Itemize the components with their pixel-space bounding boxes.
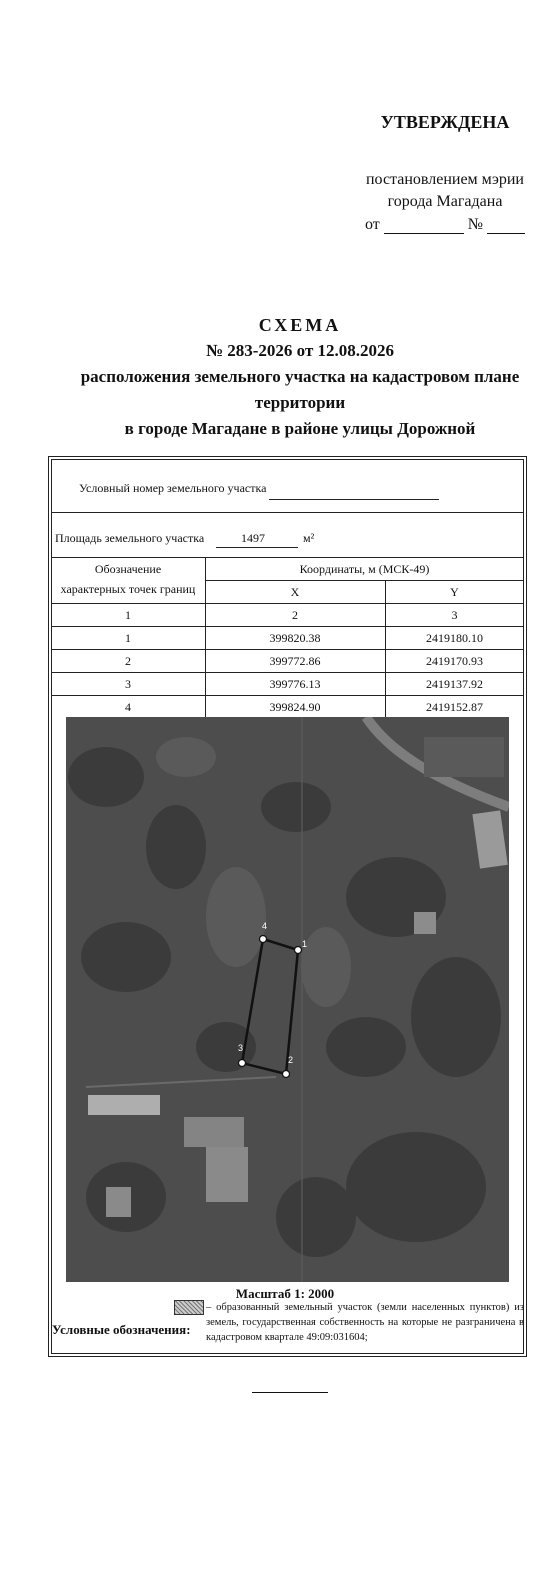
coords-header: Координаты, м (МСК-49) xyxy=(299,562,430,576)
x-coordinate: 399776.13 xyxy=(269,677,321,691)
point-id: 4 xyxy=(125,700,131,714)
from-label: от xyxy=(364,216,380,233)
aerial-photo xyxy=(66,717,509,1282)
aerial-map xyxy=(66,717,509,1282)
signature-line xyxy=(252,1392,328,1393)
y-coordinate: 2419152.87 xyxy=(426,700,483,714)
point-id: 2 xyxy=(125,654,131,668)
table-divider xyxy=(51,695,524,696)
column-number: 1 xyxy=(125,608,131,622)
date-blank xyxy=(384,215,464,234)
scheme-title: СХЕМА xyxy=(258,315,342,335)
number-blank xyxy=(487,215,525,234)
legend-swatch xyxy=(174,1300,204,1315)
coordinates-table xyxy=(51,459,524,719)
point-label: 3 xyxy=(238,1043,244,1053)
point-header-line-2: характерных точек границ xyxy=(60,582,196,596)
x-coordinate: 399820.38 xyxy=(269,631,321,645)
map-scale: Масштаб 1: 2000 xyxy=(235,1286,335,1301)
heading-line-1: расположения земельного участка на кадастровом плане территории xyxy=(80,367,520,412)
boundary-point xyxy=(283,1071,290,1078)
boundary-point xyxy=(295,947,302,954)
conditional-number-label: Условный номер земельного участка xyxy=(79,481,267,495)
point-id: 3 xyxy=(125,677,131,691)
table-divider xyxy=(51,672,524,673)
x-coordinate: 399772.86 xyxy=(269,654,321,668)
heading-line-2: в городе Магадане в районе улицы Дорожной xyxy=(124,419,476,438)
point-header-line-1: Обозначение xyxy=(94,562,162,576)
approval-block xyxy=(350,112,540,234)
table-divider xyxy=(51,649,524,650)
approval-line-2: города Магадана xyxy=(387,193,503,210)
boundary-point xyxy=(239,1060,246,1067)
point-label: 1 xyxy=(302,939,308,949)
approval-title: УТВЕРЖДЕНА xyxy=(380,112,510,132)
approval-date-number-row xyxy=(350,215,540,234)
document-heading xyxy=(60,312,540,442)
area-value: 1497 xyxy=(241,531,265,545)
legend-title: Условные обозначения: xyxy=(52,1322,191,1337)
y-coordinate: 2419170.93 xyxy=(426,654,483,668)
y-coordinate: 2419180.10 xyxy=(426,631,483,645)
scheme-number: № 283-2026 от 12.08.2026 xyxy=(205,341,395,360)
y-header: Y xyxy=(450,585,459,599)
area-underline xyxy=(216,547,298,548)
area-unit: м² xyxy=(303,531,315,545)
conditional-number-blank xyxy=(269,499,439,500)
y-coordinate: 2419137.92 xyxy=(426,677,483,691)
x-coordinate: 399824.90 xyxy=(269,700,321,714)
approval-line-1: постановлением мэрии xyxy=(365,171,524,188)
boundary-point xyxy=(260,936,267,943)
x-header: X xyxy=(290,585,300,599)
table-divider xyxy=(51,603,524,604)
point-label: 4 xyxy=(262,921,268,931)
point-id: 1 xyxy=(125,631,131,645)
table-divider xyxy=(51,512,524,513)
number-label: № xyxy=(467,216,484,233)
area-label: Площадь земельного участка xyxy=(55,531,205,545)
legend-description: – образованный земельный участок (земли населенных пунктов) из земель, государственная собственность на которые не разграничена в кадастровом квартале 49:09:031604; xyxy=(206,1302,524,1343)
point-label: 2 xyxy=(288,1055,294,1065)
column-number: 3 xyxy=(451,608,458,622)
table-divider xyxy=(51,557,524,558)
table-divider xyxy=(205,580,524,581)
column-number: 2 xyxy=(292,608,298,622)
table-divider xyxy=(51,626,524,627)
